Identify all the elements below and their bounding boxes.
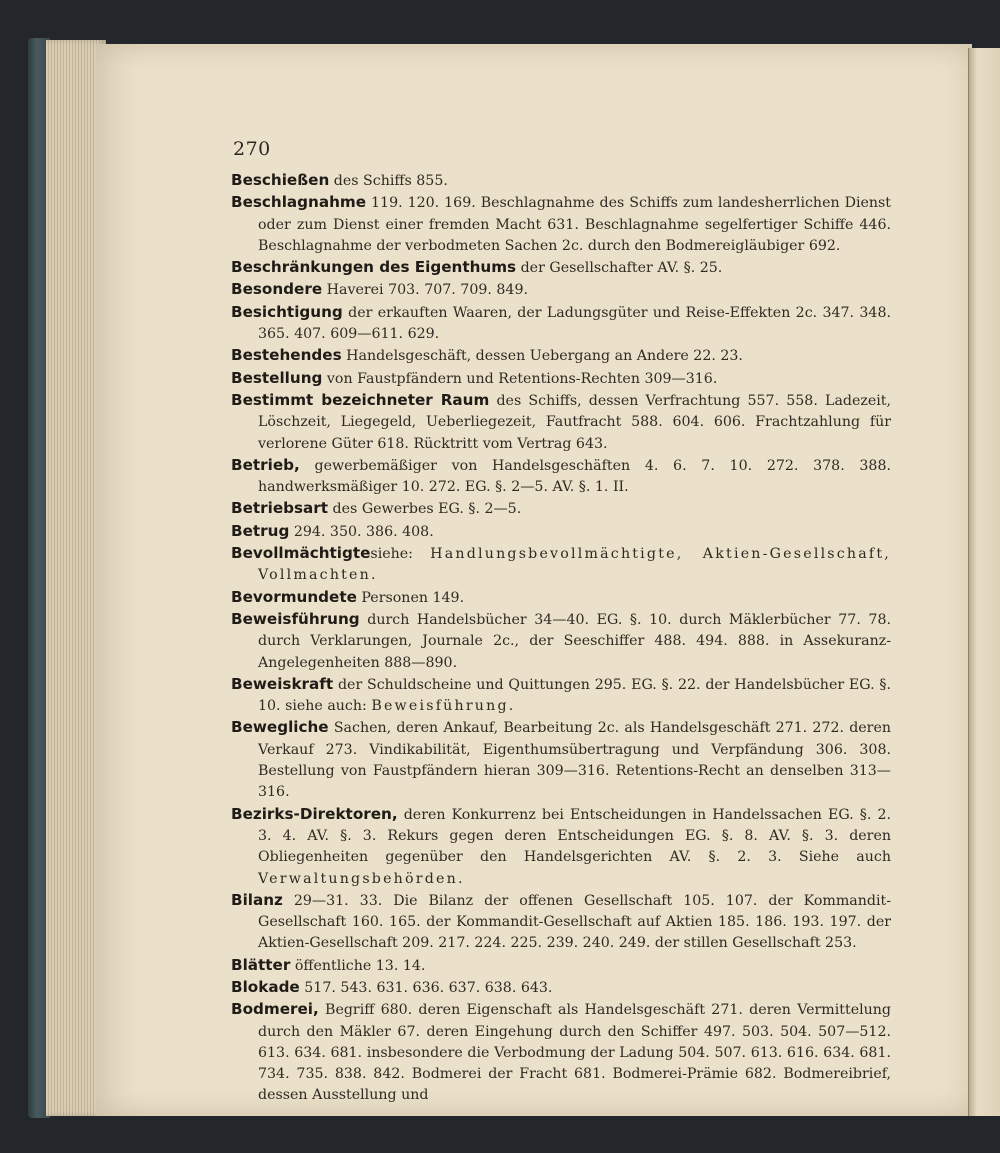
entry-headword: Bevollmächtigte <box>231 544 371 563</box>
page-number: 270 <box>233 138 271 160</box>
entry-headword: Bevormundete <box>231 587 357 606</box>
index-entry <box>231 279 891 301</box>
entry-text: deren Konkurrenz bei Entscheidungen in Handelssachen EG. §. 2. 3. 4. AV. §. 3. Rekurs gegen deren Entscheidungen EG. §. 8. AV. §. 3. deren Obliegenheiten gegenüber den Handelsgerichten AV. §. 2. 3. Siehe auch <box>258 806 891 866</box>
entry-headword: Besondere <box>231 280 323 299</box>
entry-text: des Schiffs, dessen Verfrachtung 557. 558. Ladezeit, Löschzeit, Liegegeld, Ueberliegezeit, Fautfracht 588. 604. 606. Frachtzahlung für verlorene Güter 618. Rücktritt vom Vertrag 643. <box>258 392 891 452</box>
entry-headword: Bilanz <box>231 890 283 909</box>
entry-headword: Betriebsart <box>231 499 329 518</box>
index-entry <box>231 543 891 587</box>
entry-headword: Beweisführung <box>231 609 360 628</box>
entry-headword: Beweiskraft <box>231 674 334 693</box>
entry-headword: Bewegliche <box>231 718 329 737</box>
entry-headword: Betrieb, <box>231 455 300 474</box>
index-entry <box>231 717 891 803</box>
index-entry <box>231 977 891 999</box>
entry-text: Personen 149. <box>356 589 465 606</box>
index-entry <box>231 587 891 609</box>
index-entry <box>231 345 891 367</box>
entry-headword: Beschlagnahme <box>231 193 367 212</box>
entry-text: Begriff 680. deren Eigenschaft als Handelsgeschäft 271. deren Vermittelung durch den Mäkler 67. deren Eingehung durch den Schiffer 497. 503. 504. 507—512. 613. 634. 681. insbesondere die Verbodmung der Ladung 504. 507. 613. 616. 634. 681. 734. 735. 838. 842. Bodmerei der Fracht 681. Bodmerei-Prämie 682. Bodmereibrief, dessen Ausstellung und <box>258 1002 891 1104</box>
entry-text: 119. 120. 169. Beschlagnahme des Schiffs zum landesherrlichen Dienst oder zum Dienst einer fremden Macht 631. Beschlagnahme segelfertiger Schiffe 446. Beschlagnahme der verbodmeten Sachen 2c. durch den Bodmereigläubiger 692. <box>258 195 891 254</box>
entry-headword: Betrug <box>231 521 290 540</box>
entry-text: von Faustpfändern und Retentions-Rechten 309—316. <box>322 370 718 387</box>
entry-text: öffentliche 13. 14. <box>290 957 426 974</box>
index-entry <box>231 302 891 346</box>
entry-text: der Schuldscheine und Quittungen 295. EG. §. 22. der Handelsbücher EG. §. 10. siehe auch: <box>258 676 891 715</box>
index-entry <box>231 521 891 543</box>
index-entry <box>231 390 891 455</box>
entry-spaced-text: Handlungsbevollmächtigte, Aktien-Gesellschaft, Vollmachten. <box>258 546 891 584</box>
entry-text: durch Handelsbücher 34—40. EG. §. 10. durch Mäklerbücher 77. 78. durch Verklarungen, Journale 2c., der Seeschiffer 488. 494. 888. in Assekuranz-Angelegenheiten 888—890. <box>258 611 891 671</box>
entry-headword: Beschränkungen des Eigenthums <box>231 258 517 277</box>
index-entry <box>231 804 891 890</box>
index-entry <box>231 609 891 674</box>
entry-spaced-text: Verwaltungsbehörden. <box>258 870 465 887</box>
entry-headword: Bodmerei, <box>231 1000 319 1019</box>
entry-headword: Bestimmt bezeichneter Raum <box>231 390 490 409</box>
index-entry <box>231 192 891 257</box>
index-entry <box>231 955 891 977</box>
entry-headword: Blätter <box>231 955 291 974</box>
entry-headword: Beschießen <box>231 171 330 189</box>
facing-page-edge <box>968 48 1000 1116</box>
index-entries <box>231 170 891 1107</box>
index-entry <box>231 674 891 718</box>
entry-headword: Bestehendes <box>231 346 342 365</box>
entry-text: der Gesellschafter AV. §. 25. <box>516 260 723 277</box>
entry-text: des Schiffs 855. <box>329 173 448 189</box>
entry-headword: Besichtigung <box>231 302 343 321</box>
entry-headword: Blokade <box>231 977 300 996</box>
entry-spaced-text: Beweisführung. <box>371 698 516 715</box>
index-entry <box>231 498 891 520</box>
index-entry <box>231 999 891 1106</box>
entry-text: Sachen, deren Ankauf, Bearbeitung 2c. als Handelsgeschäft 271. 272. deren Verkauf 273. Vindikabilität, Eigenthumsübertragung und Verpfändung 306. 308. Bestellung von Faustpfändern hieran 309—316. Retentions-Recht an denselben 313—316. <box>258 720 891 801</box>
entry-text: siehe: <box>370 546 431 563</box>
entry-text: gewerbemäßiger von Handelsgeschäften 4. 6. 7. 10. 272. 378. 388. handwerksmäßiger 10. 272. EG. §. 2—5. AV. §. 1. II. <box>258 457 891 496</box>
entry-text: 29—31. 33. Die Bilanz der offenen Gesellschaft 105. 107. der Kommandit-Gesellschaft 160. 165. der Kommandit-Gesellschaft auf Aktien 185. 186. 193. 197. der Aktien-Gesellschaft 209. 217. 224. 225. 239. 240. 249. der stillen Gesellschaft 253. <box>258 892 891 952</box>
index-entry <box>231 455 891 499</box>
entry-text: Handelsgeschäft, dessen Uebergang an Andere 22. 23. <box>341 348 743 365</box>
entry-headword: Bestellung <box>231 368 323 387</box>
entry-text: des Gewerbes EG. §. 2—5. <box>328 501 522 518</box>
entry-text: 294. 350. 386. 408. <box>289 523 434 540</box>
index-entry <box>231 170 891 192</box>
index-entry <box>231 368 891 390</box>
entry-text: der erkauften Waaren, der Ladungsgüter und Reise-Effekten 2c. 347. 348. 365. 407. 609—611. 629. <box>258 304 891 343</box>
entry-text: 517. 543. 631. 636. 637. 638. 643. <box>299 979 553 996</box>
entry-text: Haverei 703. 707. 709. 849. <box>322 282 528 299</box>
entry-headword: Bezirks-Direktoren, <box>231 804 398 823</box>
index-entry <box>231 890 891 955</box>
index-entry <box>231 257 891 279</box>
